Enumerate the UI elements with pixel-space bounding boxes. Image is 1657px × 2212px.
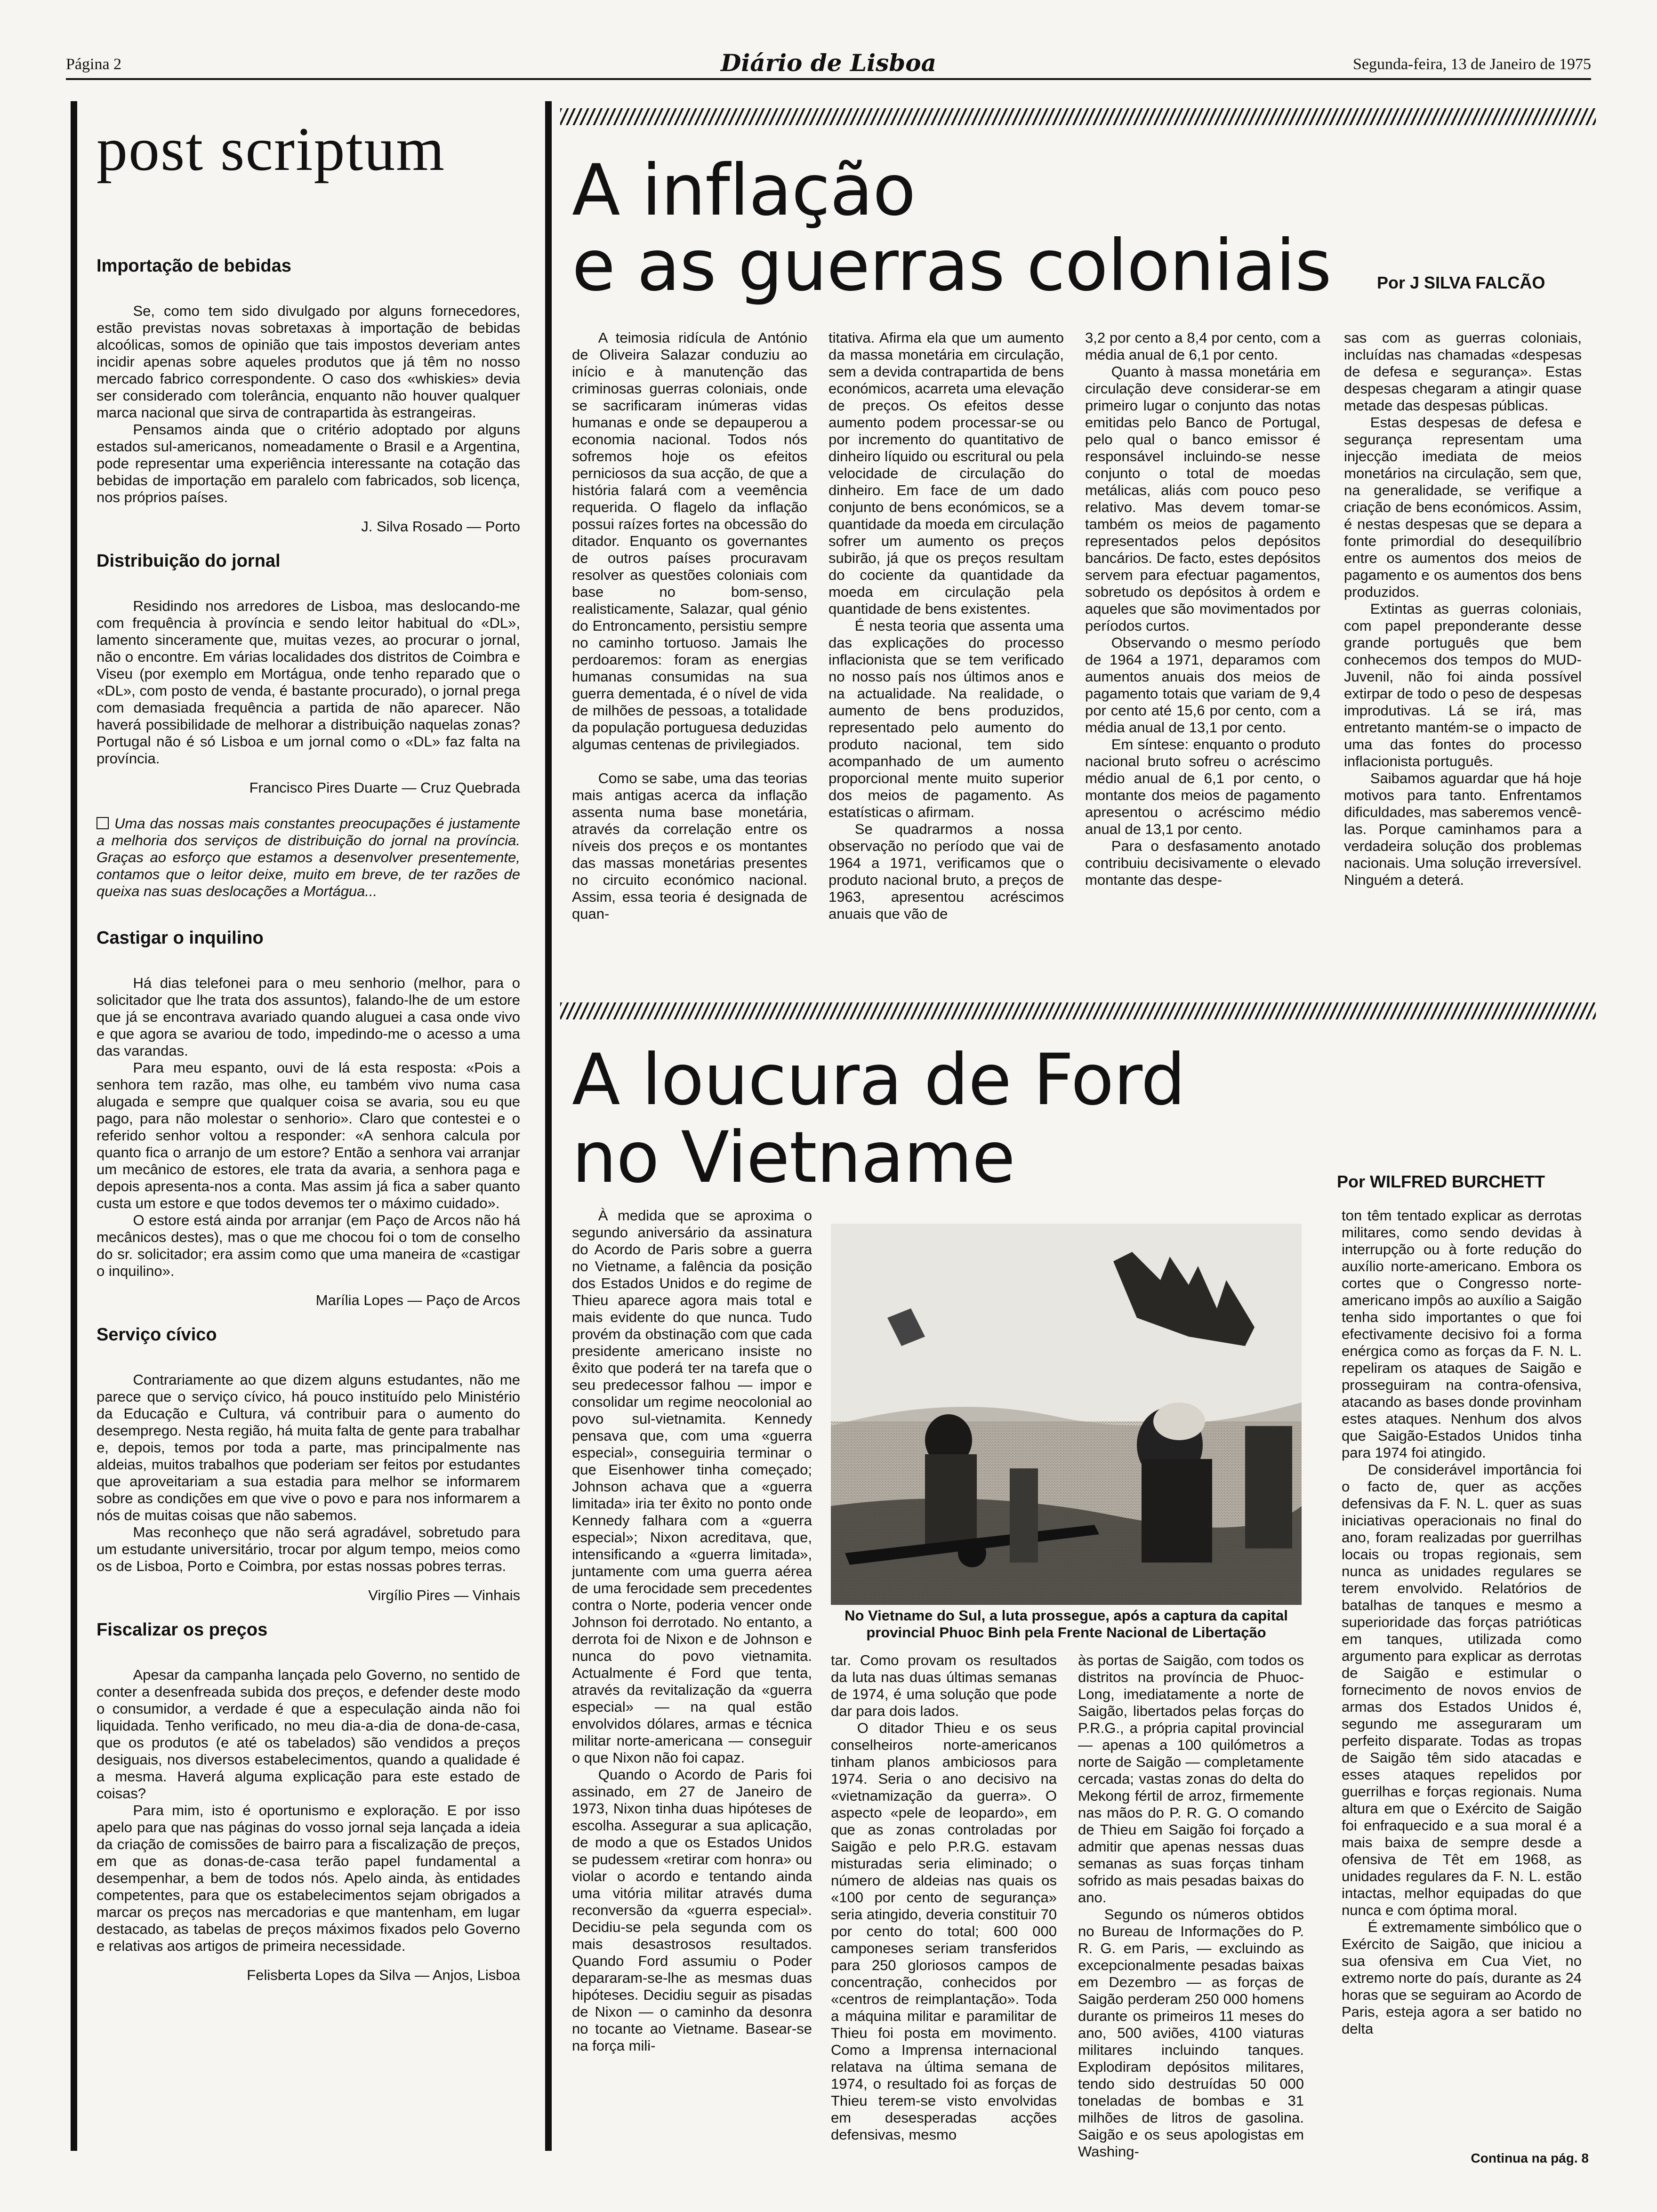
- letter-paragraph: Residindo nos arredores de Lisboa, mas deslocando-me com frequência à província e sendo leitor habitual do «DL», lamento sinceramente que, muitas vezes, ao procurar o jornal, não o encontre. Em várias localidades dos distritos de Coimbra e Viseu (por exemplo em Mortágua, onde tenho reparado que o «DL», com posto de venda, é bastante procurado), o jornal prega com demasiada frequência a partida de não aparecer. Não haverá possibilidade de melhorar a distribuição naquelas zonas? Portugal não é só Lisboa e um jornal como o «DL» faz falta na província.: [97, 598, 520, 767]
- article1-column-2: [828, 329, 1064, 922]
- soldiers-photo-image: [831, 1224, 1302, 1605]
- letter-paragraph: Se, como tem sido divulgado por alguns fornecedores, estão previstas novas sobretaxas à importação de bebidas alcoólicas, somos de opinião que tais impostos deveriam antes incidir apenas sobre aqueles produtos que já têm no nosso mercado fabrico correspondente. O caso dos «whiskies» devia ser considerado com tolerância, enquanto não houver qualquer marca nacional que sirva de contrapartida às estrangeiras.: [97, 303, 520, 421]
- article-paragraph: Saibamos aguardar que há hoje motivos para tanto. Enfrentamos dificuldades, mas saberemos vencê-las. Porque caminhamos para a verdadeira solução dos problemas nacionais. Uma solução irreversível. Ninguém a deterá.: [1344, 770, 1582, 888]
- article2-byline: Por WILFRED BURCHETT: [1337, 1172, 1545, 1191]
- article-paragraph: às portas de Saigão, com todos os distritos na província de Phuoc-Long, imediatamente a norte de Saigão, libertados pelas forças do P.R.G., a própria capital provincial — apenas a 100 quilómetros a norte de Saigão — completamente cercada; vastas zonas do delta do Mekong fértil de arroz, firmemente nas mãos do P. R. G. O comando de Thieu em Saigão foi forçado a admitir que apenas nessas duas semanas as suas forças tinham sofrido as mais pesadas baixas do ano.: [1078, 1652, 1304, 1906]
- article2-headline-line2: no Vietname: [572, 1117, 1015, 1199]
- article1-column-3: [1085, 329, 1320, 889]
- article-paragraph: Segundo os números obtidos no Bureau de Informações do P. R. G. em Paris, — excluindo as excepcionalmente pesadas baixas em Dezembro — as forças de Saigão perderam 250 000 homens durante os primeiros 11 meses do ano, 500 aviões, 4100 viaturas militares incluindo tanques. Explodiram depósitos militares, tendo sido destruídas 50 000 toneladas de bombas e 31 milhões de litros de gasolina. Saigão e os seus apologistas em Washing-: [1078, 1906, 1304, 2160]
- letter-paragraph: Mas reconheço que não será agradável, sobretudo para um estudante universitário, trocar por algum tempo, meios como os de Lisboa, Porto e Coimbra, por estas nossas pobres terras.: [97, 1524, 520, 1574]
- letter-item: [97, 1325, 520, 1604]
- article-paragraph: Para o desfasamento anotado contribuiu decisivamente o elevado montante das despe-: [1085, 838, 1320, 888]
- letter-signature: Virgílio Pires — Vinhais: [368, 1587, 520, 1603]
- article1-headline-line2: e as guerras coloniais: [572, 225, 1331, 307]
- page-number: Página 2: [66, 56, 122, 73]
- article2-column-1: [572, 1207, 812, 2054]
- vietnam-war-photo: [831, 1224, 1302, 1605]
- letter-paragraph: Para mim, isto é oportunismo e exploração. E por isso apelo para que nas páginas do vosso jornal seja lançada a ideia da criação de comissões de bairro para a fiscalização de preços, em que as donas-de-casa terão papel fundamental a desempenhar, a bem de todos nós. Apelo ainda, às entidades competentes, para que os estabelecimentos sejam obrigados a marcar os preços nas mercadorias e que mantenham, em lugar destacado, as tabelas de preços máximos fixados pelo Governo e relativas aos artigos de primeira necessidade.: [97, 1802, 520, 1954]
- article1-column-1: [572, 329, 807, 922]
- letter-heading: Importação de bebidas: [97, 256, 291, 276]
- letter-paragraph: Há dias telefonei para o meu senhorio (melhor, para o solicitador que lhe trata dos assuntos), falando-lhe de um estore que já se encontrava avariado quando aluguei a casa onde vivo e que agora se avariou de todo, impedindo-me o acesso a uma das varandas.: [97, 975, 520, 1059]
- letter-paragraph: Apesar da campanha lançada pelo Governo, no sentido de conter a desenfreada subida dos preços, e defender deste modo o consumidor, a verdade é que a especulação ainda não foi liquidada. Tenho verificado, no meu dia-a-dia de dona-de-casa, que os produtos (e até os tabelados) são vendidos a preços desiguais, nos diversos estabelecimentos, quando a qualidade é a mesma. Haverá alguma explicação para este estado de coisas?: [97, 1667, 520, 1802]
- article-paragraph: tar. Como provam os resultados da luta nas duas últimas semanas de 1974, é uma solução que pode dar para dois lados.: [831, 1652, 1057, 1719]
- letter-item: [97, 256, 520, 535]
- article1-headline-line1: A inflação: [572, 150, 916, 232]
- article-paragraph: Estas despesas de defesa e segurança representam uma injecção imediata de meios monetários na circulação, sem que, na generalidade, se verifique a criação de bens económicos. Assim, é nestas despesas que se depara a fonte primordial do desequilíbrio entre os aumentos dos meios de pagamento e os aumentos dos bens produzidos.: [1344, 414, 1582, 600]
- article-paragraph: Observando o mesmo período de 1964 a 1971, deparamos com aumentos anuais dos meios de pagamento totais que variam de 9,4 por cento até 15,6 por cento, com a média anual de 13,1 por cento.: [1085, 634, 1320, 736]
- letter-signature: Marília Lopes — Paço de Arcos: [315, 1292, 520, 1308]
- letter-item: [97, 1620, 520, 1984]
- continued-on-page: Continua na pág. 8: [1471, 2151, 1589, 2165]
- letter-signature: J. Silva Rosado — Porto: [361, 518, 520, 535]
- article-paragraph: Extintas as guerras coloniais, com papel preponderante desse grande português que bem conhecemos dos tempos do MUD-Juvenil, não foi ainda possível extirpar de todo o peso de despesas improdutivas. Lá se irá, mas entretanto mantém-se o impacto de uma das fontes do processo inflacionista português.: [1344, 601, 1582, 769]
- letter-item: [97, 928, 520, 1309]
- section-divider-middle: [560, 1002, 1596, 1019]
- article-paragraph: Em síntese: enquanto o produto nacional bruto sofreu o acréscimo médio anual de 6,1 por cento, o montante dos meios de pagamento apresentou o acréscimo médio anual de 13,1 por cento.: [1085, 736, 1320, 837]
- article2-column-4: [1342, 1207, 1582, 2037]
- letter-heading: Serviço cívico: [97, 1325, 217, 1345]
- article-paragraph: O ditador Thieu e os seus conselheiros norte-americanos tinham planos ambiciosos para 1974. Seria o ano decisivo na «vietnamização da guerra». O aspecto «pele de leopardo», em que as zonas controladas por Saigão e pelo P.R.G. estavam misturadas seria eliminado; o número de aldeias nas quais os «100 por cento de segurança» seria atingido, deveria constituir 70 por cento do total; 600 000 camponeses seriam transferidos para 250 gloriosos campos de concentração, conhecidos por «centros de reimplantação». Toda a máquina militar e paramilitar de Thieu foi posta em movimento. Como a Imprensa internacional relatava na última semana de 1974, o resultado foi as forças de Thieu terem-se visto envolvidas em desesperadas acções defensivas, mesmo: [831, 1720, 1057, 2143]
- masthead-rule: [66, 78, 1591, 80]
- article-paragraph: De considerável importância foi o facto de, quer as acções defensivas da F. N. L. quer as suas iniciativas operacionais no final do ano, foram realizadas por guerrilhas locais ou tropas regionais, sem nunca as unidades regulares se terem envolvido. Relatórios de batalhas de tanques e mesmo a superioridade das forças patrióticas em tanques, utilizada como argumento para explicar as derrotas de Saigão e estimular o fornecimento de novos envios de armas dos Estados Unidos é, segundo me asseguraram um perfeito disparate. Todas as tropas de Saigão têm sido atacadas e esses ataques repelidos por guerrilhas e forças regionais. Numa altura em que o Exército de Saigão foi enfraquecido e a sua moral é a mais baixa de sempre desde a ofensiva de Têt em 1968, as unidades regulares da F. N. L. estão intactas, melhor equipadas do que nunca e com óptima moral.: [1342, 1461, 1582, 1918]
- editor-note: [97, 815, 520, 900]
- article2-headline-line1: A loucura de Ford: [572, 1039, 1185, 1121]
- section-divider-top: [560, 108, 1596, 125]
- article-paragraph: É nesta teoria que assenta uma das explicações do processo inflacionista que se tem verificado no nosso país nos últimos anos e na actualidade. Na realidade, o aumento de bens produzidos, representado pelo aumento do produto nacional, tem sido acompanhado de um aumento proporcional mente muito superior dos meios de pagamento. As estatísticas o afirmam.: [828, 617, 1064, 820]
- article1-byline: Por J SILVA FALCÃO: [1377, 273, 1545, 292]
- letter-paragraph: Para meu espanto, ouvi de lá esta resposta: «Pois a senhora tem razão, mas olhe, eu também vivo numa casa alugada e sempre que qualquer coisa se avaria, sou eu que pago, para não molestar o senhorio». Claro que contestei e o referido senhor voltou a responder: «A senhora calcula por quanto fica o arranjo de um estore? Então a senhora vai arranjar um mecânico de estores, ele trata da avaria, a senhora paga e depois apresenta-nos a conta. Mas assim já fica a saber quanto custa um estore e que todos devemos ter o máximo cuidado».: [97, 1059, 520, 1211]
- letters-column: [97, 240, 520, 1998]
- article-paragraph: Quando o Acordo de Paris foi assinado, em 27 de Janeiro de 1973, Nixon tinha duas hipóteses de escolha. Assegurar a sua aplicação, de modo a que os Estados Unidos se pudessem «retirar com honra» ou violar o acordo e tentando ainda uma vitória militar através duma reconversão da «guerra especial». Decidiu-se pela segunda com os mais desastrosos resultados. Quando Ford assumiu o Poder depararam-se-lhe as mesmas duas hipóteses. Decidiu seguir as pisadas de Nixon — o caminho da desonra no tocante ao Vietname. Basear-se na força mili-: [572, 1766, 812, 2054]
- square-bullet-icon: [97, 817, 109, 829]
- article1-column-4: [1344, 329, 1582, 889]
- article-paragraph: sas com as guerras coloniais, incluídas nas chamadas «despesas de defesa e segurança». Estas despesas chegaram a atingir quase metade das despesas públicas.: [1344, 329, 1582, 414]
- article-paragraph: Como se sabe, uma das teorias mais antigas acerca da inflação assenta numa base monetária, através da correlação entre os níveis dos preços e os montantes das massas monetárias presentes no circuito económico nacional. Assim, essa teoria é designada de quan-: [572, 770, 807, 922]
- letter-heading: Fiscalizar os preços: [97, 1620, 268, 1640]
- letter-paragraph: Pensamos ainda que o critério adoptado por alguns estados sul-americanos, nomeadamente o Brasil e a Argentina, pode representar uma experiência interessante na cotação das bebidas de importação em paralelo com fabricados, sob licença, nos próprios países.: [97, 421, 520, 505]
- article-paragraph: titativa. Afirma ela que um aumento da massa monetária em circulação, sem a devida contrapartida de bens económicos, acarreta uma elevação de preços. Os efeitos desse aumento podem processar-se ou por incremento do quantitativo de dinheiro líquido ou escritural ou pela velocidade de circulação do dinheiro. Em face de um dado conjunto de bens económicos, se a quantidade da moeda em circulação sofrer um aumento os preços subirão, já que os preços resultam do cociente da quantidade da moeda em circulação pela quantidade de bens existentes.: [828, 329, 1064, 617]
- issue-date: Segunda-feira, 13 de Janeiro de 1975: [1352, 56, 1591, 73]
- article-paragraph: À medida que se aproxima o segundo aniversário da assinatura do Acordo de Paris sobre a guerra no Vietname, a falência da posição dos Estados Unidos e do regime de Thieu aparece agora mais total e mais evidente do que nunca. Tudo provém da obstinação com que cada presidente americano insiste no êxito que poderá ter na tarefa que o seu predecessor falhou — impor e consolidar um regime neocolonial ao povo sul-vietnamita. Kennedy pensava que, com uma «guerra especial», conseguiria terminar o que Eisenhower tinha começado; Johnson achava que a «guerra limitada» iria ter êxito no ponto onde Kennedy falhara com a «guerra especial»; Nixon acreditava, que, intensificando a «guerra limitada», juntamente com uma guerra aérea de uma ferocidade sem precedentes contra o Norte, poderia vencer onde Johnson foi derrotado. No entanto, a derrota foi de Nixon e de Johnson e nunca do povo vietnamita. Actualmente é Ford que tenta, através da revitalização da «guerra especial» — na qual estão envolvidos dólares, armas e técnica militar norte-americana — conseguir o que Nixon não foi capaz.: [572, 1207, 812, 1766]
- letter-signature: Francisco Pires Duarte — Cruz Quebrada: [249, 779, 520, 796]
- article-paragraph: ton têm tentado explicar as derrotas militares, como sendo devidas à interrupção ou à forte redução do auxílio norte-americano. Embora os cortes que o Congresso norte-americano impôs ao auxílio a Saigão tenha sido importantes o que foi efectivamente decisivo foi a forma enérgica como as forças da F. N. L. repeliram os ataques de Saigão e prosseguiram na contra-ofensiva, atacando as bases donde provinham estes ataques. Nenhum dos alvos que Saigão-Estados Unidos tinha para 1974 foi atingido.: [1342, 1207, 1582, 1461]
- letter-signature: Felisberta Lopes da Silva — Anjos, Lisboa: [247, 1967, 520, 1983]
- column-divider-rule: [545, 101, 552, 2151]
- article-paragraph: 3,2 por cento a 8,4 por cento, com a média anual de 6,1 por cento.: [1085, 329, 1320, 363]
- letter-heading: Distribuição do jornal: [97, 551, 281, 571]
- article-paragraph: A teimosia ridícula de António de Oliveira Salazar conduziu ao início e à manutenção das criminosas guerras coloniais, onde se sacrificaram inúmeras vidas humanas e onde se depauperou a economia nacional. Todos nós sofremos hoje os efeitos perniciosos da sua acção, de que a história falará com a veemência requerida. O flagelo da inflação possui raízes fortes na obcessão do ditador. Enquanto os governantes de outros países procuravam resolver as questões coloniais com base no bom-senso, realisticamente, Salazar, qual génio do Entroncamento, persistiu sempre no caminho tortuoso. Jamais lhe perdoaremos: foram as energias humanas consumidas na sua guerra dementada, é o nível de vida de milhões de pessoas, a totalidade da população portuguesa deduzidas algumas centenas de privilegiados.: [572, 329, 807, 753]
- editor-note-text: Uma das nossas mais constantes preocupações é justamente a melhoria dos serviços de distribuição do jornal na província. Graças ao esforço que estamos a desenvolver presentemente, contamos que o leitor deixe, muito em breve, de ter razões de queixa nas suas deslocações a Mortágua...: [97, 815, 520, 899]
- photo-caption: No Vietname do Sul, a luta prossegue, após a captura da capital provincial Phuoc Binh pela Frente Nacional de Libertação: [845, 1607, 1288, 1641]
- letter-heading: Castigar o inquilino: [97, 928, 264, 948]
- article2-column-3: [1078, 1652, 1304, 2160]
- letter-item: [97, 551, 520, 900]
- letter-paragraph: O estore está ainda por arranjar (em Paço de Arcos não há mecânicos destes), mas o que me chocou foi o tom de conselho do sr. solicitador; era assim como que uma maneira de «castigar o inquilino».: [97, 1212, 520, 1279]
- article-paragraph: Quanto à massa monetária em circulação deve considerar-se em primeiro lugar o conjunto das notas emitidas pelo Banco de Portugal, pelo qual o banco emissor é responsável incluindo-se nesse conjunto o total de moedas metálicas, aliás com pouco peso relativo. Mas devem tomar-se também os meios de pagamento representados pelos depósitos bancários. De facto, estes depósitos servem para efectuar pagamentos, sobretudo os depósitos à ordem e aqueles que são movimentados por períodos curtos.: [1085, 363, 1320, 634]
- article2-column-2: [831, 1652, 1057, 2143]
- section-title-post-scriptum: post scriptum: [97, 114, 445, 184]
- letter-paragraph: Contrariamente ao que dizem alguns estudantes, não me parece que o serviço cívico, há pouco instituído pelo Ministério da Educação e Cultura, vá contribuir para o aumento do desemprego. Nesta região, há muita falta de gente para trabalhar e, depois, temos por toda a parte, mas principalmente nas aldeias, muitos trabalhos que poderiam ser feitos por estudantes que aproveitariam a sua estadia para melhor se informarem sobre as condições em que vive o povo e para nos informarem a nós de muitas coisas que não sabemos.: [97, 1371, 520, 1523]
- article-paragraph: É extremamente simbólico que o Exército de Saigão, que iniciou a sua ofensiva em Cua Viet, no extremo norte do país, durante as 24 horas que se seguiram ao Acordo de Paris, esteja agora a ser batido no delta: [1342, 1919, 1582, 2037]
- newspaper-title-text: Diário de Lisboa: [707, 49, 950, 77]
- article-paragraph: Se quadrarmos a nossa observação no período que vai de 1964 a 1971, verificamos que o produto nacional bruto, a preços de 1963, apresentou acréscimos anuais que vão de: [828, 821, 1064, 922]
- left-border-rule: [71, 101, 77, 2151]
